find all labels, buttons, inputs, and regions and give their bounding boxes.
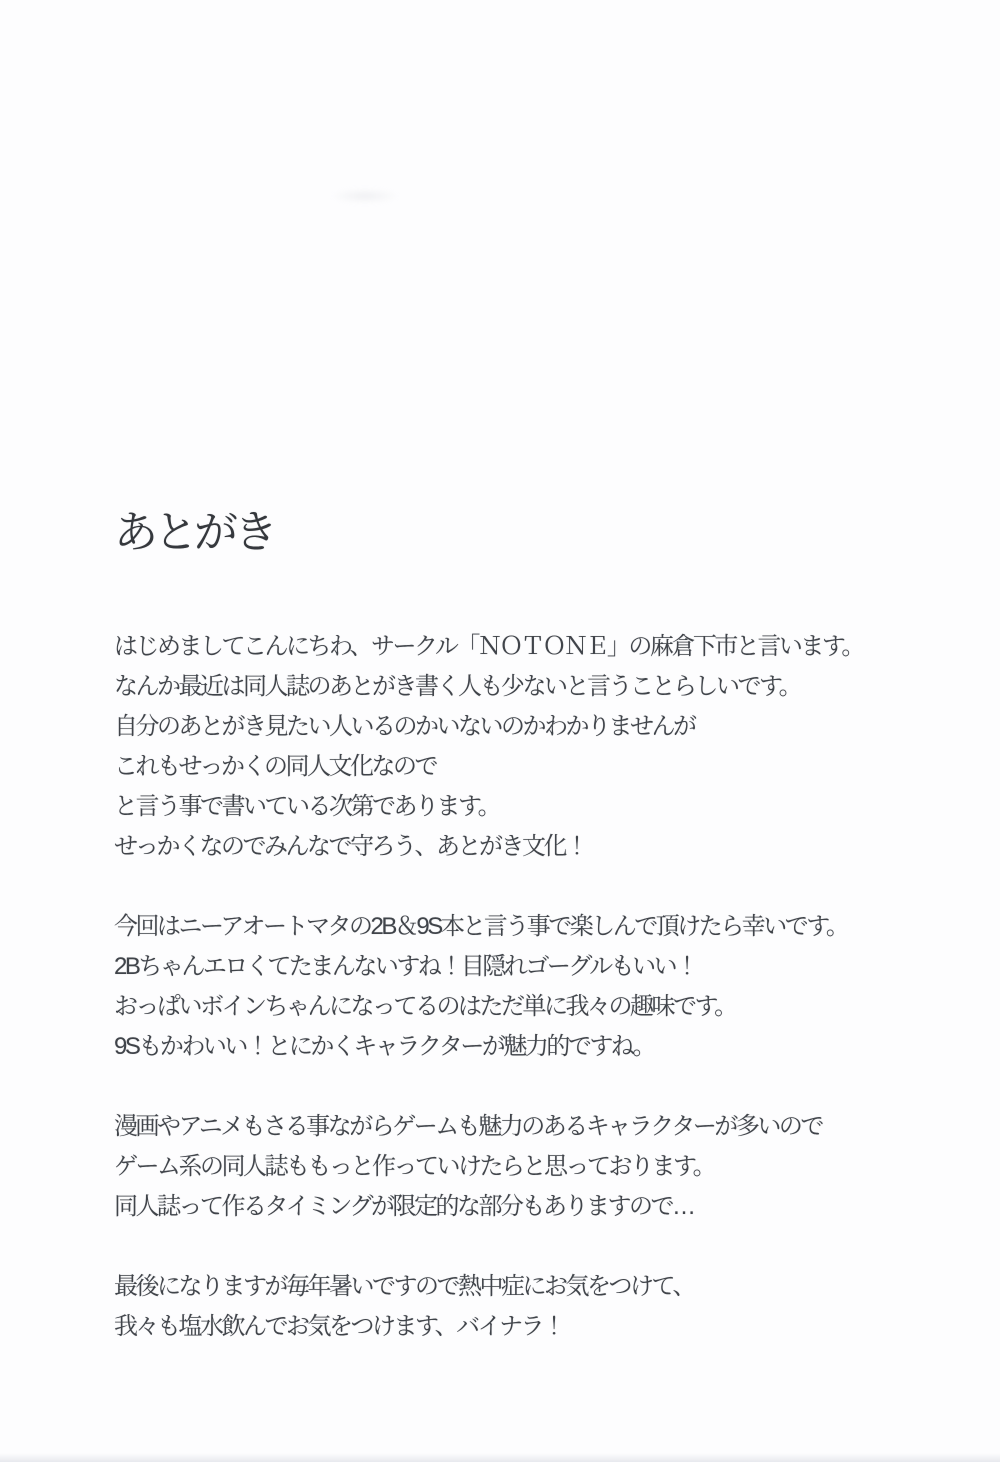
text-line: はじめましてこんにちわ、サークル「ＮＯＴＯＮＥ」の麻倉下市と言います。 xyxy=(114,633,863,660)
text-line: なんか最近は同人誌のあとがき書く人も少ないと言うことらしいです。 xyxy=(114,673,801,700)
page-title: あとがき xyxy=(114,508,274,557)
paragraph-game-doujinshi xyxy=(114,1107,863,1227)
text-line: せっかくなのでみんなで守ろう、あとがき文化！ xyxy=(114,833,587,860)
text-line: おっぱいボインちゃんになってるのはただ単に我々の趣味です。 xyxy=(114,993,736,1020)
text-line: 今回はニーアオートマタの2B＆9S本と言う事で楽しんで頂けたら幸いです。 xyxy=(114,913,848,940)
text-line: 漫画やアニメもさる事ながらゲームも魅力のあるキャラクターが多いので xyxy=(114,1113,822,1140)
paragraph-greeting xyxy=(114,627,863,867)
text-line: 9Sもかわいい！とにかくキャラクターが魅力的ですね。 xyxy=(114,1033,654,1060)
text-line: 最後になりますが毎年暑いですので熱中症にお気をつけて、 xyxy=(114,1273,695,1300)
afterword-body xyxy=(114,627,863,1387)
text-line: ゲーム系の同人誌ももっと作っていけたらと思っております。 xyxy=(114,1153,715,1180)
text-line: 同人誌って作るタイミングが限定的な部分もありますので… xyxy=(114,1193,694,1220)
text-line: と言う事で書いている次第であります。 xyxy=(114,793,500,820)
text-line: 2Bちゃんエロくてたまんないすね！目隠れゴーグルもいい！ xyxy=(114,953,697,980)
text-line: これもせっかくの同人文化なので xyxy=(114,753,437,780)
text-line: 自分のあとがき見たい人いるのかいないのかわかりませんが xyxy=(114,713,695,740)
page-bottom-edge xyxy=(0,1453,1000,1462)
scan-smudge-artifact xyxy=(330,188,400,204)
text-line: 我々も塩水飲んでお気をつけます、バイナラ！ xyxy=(114,1313,564,1340)
paragraph-about-book xyxy=(114,907,863,1067)
paragraph-closing xyxy=(114,1267,863,1347)
